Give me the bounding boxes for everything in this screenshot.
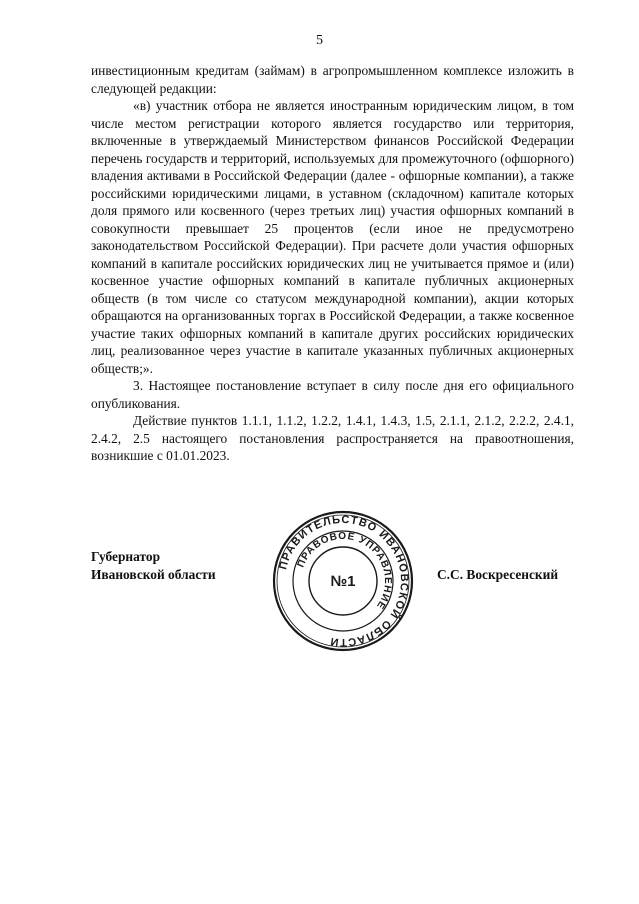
page-number: 5 xyxy=(316,33,323,48)
signatory-title xyxy=(91,548,216,583)
document-body xyxy=(91,62,574,465)
paragraph-retroactive: Действие пунктов 1.1.1, 1.1.2, 1.2.2, 1.4.1, 1.4.3, 1.5, 2.1.1, 2.1.2, 2.2.2, 2.4.1, 2.4.2, 2.5 настоящего постановления распространяется на правоотношения, возникшие с 01.01.2023. xyxy=(91,413,574,463)
paragraph-effective-date: 3. Настоящее постановление вступает в силу после дня его официального опубликования. xyxy=(91,378,574,411)
signatory-name: С.С. Воскресенский xyxy=(437,567,559,582)
signature-block xyxy=(0,510,639,650)
paragraph-continuation: инвестиционным кредитам (займам) в агропромышленном комплексе изложить в следующей редакции: xyxy=(91,63,574,96)
seal-number: №1 xyxy=(330,573,356,590)
paragraph-amendment: «в) участник отбора не является иностранным юридическим лицом, в том числе местом регистрации которого является государство или территория, включенные в утверждаемый Министерством финансов Российской Федерации перечень государств и территорий, используемых для промежуточного (офшорного) владения активами в Российской Федерации (далее - офшорные компании), а также российскими юридическими лицами, в уставном (складочном) капитале которых доля прямого или косвенного (через третьих лиц) участия офшорных компаний в совокупности превышает 25 процентов (если иное не предусмотрено законодательством Российской Федерации). При расчете доли участия офшорных компаний в капитале российских юридических лиц не учитывается прямое и (или) косвенное участие офшорных компаний в капитале публичных акционерных обществ (в том числе со статусом международной компании), акции которых обращаются на организованных торгах в Российской Федерации, а также косвенное участие таких офшорных компаний в капитале других российских юридических лиц, реализованное через участие в капитале указанных публичных акционерных обществ;». xyxy=(91,98,574,376)
signatory-title-line2: Ивановской области xyxy=(91,566,216,582)
official-seal-stamp xyxy=(272,510,414,652)
seal-outer-text: ПРАВИТЕЛЬСТВО ИВАНОВСКОЙ ОБЛАСТИ xyxy=(277,513,411,649)
signatory-title-line1: Губернатор xyxy=(91,549,161,564)
seal-inner-text: ПРАВОВОЕ УПРАВЛЕНИЕ xyxy=(295,530,394,612)
